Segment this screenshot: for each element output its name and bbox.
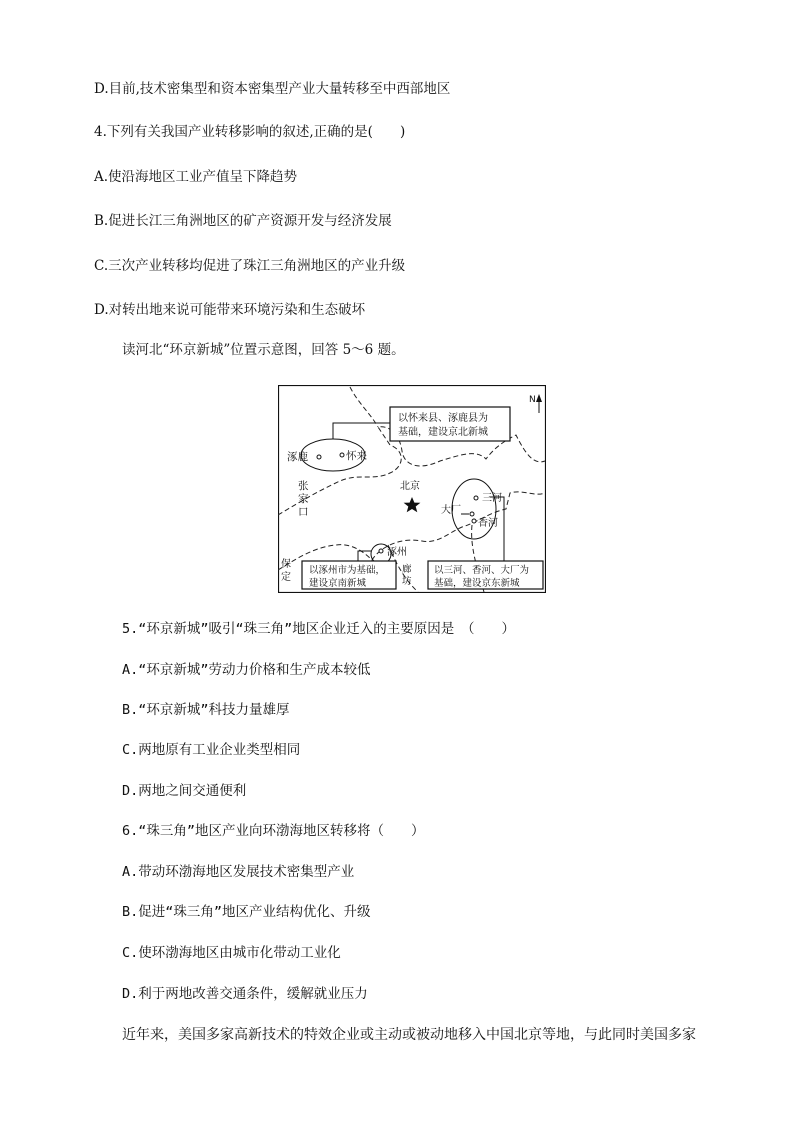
label-sanhe: 三河 [482,493,502,504]
q6-option-c: C.使环渤海地区由城市化带动工业化 [122,945,341,961]
label-zhangjiakou-2: 家 [298,493,309,505]
label-zhuozhou: 涿州 [387,547,407,558]
q4-stem: 4.下列有关我国产业转移影响的叙述,正确的是( ) [94,124,406,140]
huanjing-new-city-map [278,385,546,593]
box-jingdong-line2: 基础，建设京东新城 [434,578,520,589]
dot-sanhe [474,496,478,500]
box-jingnan-line2: 建设京南新城 [309,578,367,589]
q4-option-b: B.促进长江三角洲地区的矿产资源开发与经济发展 [94,213,392,229]
label-langfang-1: 廊 [402,564,412,575]
box-jingnan-line1: 以涿州市为基础， [309,565,386,576]
dot-huailai [340,453,344,457]
passage-tail: 近年来，美国多家高新技术的特效企业或主动或被动地移入中国北京等地，与此同时美国多家 [122,1027,696,1043]
box-jingbei-line2: 基础，建设京北新城 [398,427,488,438]
label-beijing: 北京 [400,481,420,492]
q6-option-a: A.带动环渤海地区发展技术密集型产业 [122,864,355,880]
q4-option-a: A.使沿海地区工业产值呈下降趋势 [94,169,298,185]
dot-zhuolu [317,455,321,459]
label-baoding-1: 保 [281,559,291,570]
q5-stem: 5.“环京新城”吸引“珠三角”地区企业迁入的主要原因是 （ ） [122,621,516,637]
dot-xianghe [472,519,476,523]
q3-option-d: D.目前,技术密集型和资本密集型产业大量转移至中西部地区 [94,81,451,97]
north-label: N [529,395,536,405]
label-zhuolu: 涿鹿 [287,451,308,463]
q4-option-c: C.三次产业转移均促进了珠江三角洲地区的产业升级 [94,258,406,274]
q6-option-b: B.促进“珠三角”地区产业结构优化、升级 [122,904,371,920]
dot-zhuozhou [379,549,383,553]
q5-option-c: C.两地原有工业企业类型相同 [122,742,301,758]
intro-5-6: 读河北“环京新城”位置示意图，回答 5～6 题。 [122,342,405,358]
label-dachang: 大厂 [441,505,461,516]
box-jingdong-line1: 以三河、香河、大厂为 [434,565,530,576]
q5-option-b: B.“环京新城”科技力量雄厚 [122,702,290,718]
label-xianghe: 香河 [478,518,498,529]
q6-stem: 6.“珠三角”地区产业向环渤海地区转移将（ ） [122,823,425,839]
q6-option-d: D.利于两地改善交通条件，缓解就业压力 [122,986,368,1002]
label-zhangjiakou-1: 张 [298,480,309,492]
label-baoding-2: 定 [281,572,291,583]
label-zhangjiakou-3: 口 [298,506,309,518]
box-jingbei-line1: 以怀来县、涿鹿县为 [398,413,488,424]
q4-option-d: D.对转出地来说可能带来环境污染和生态破坏 [94,302,366,318]
label-huailai: 怀来 [346,450,367,462]
label-langfang-2: 坊 [402,576,412,587]
dot-dachang [470,512,474,516]
map-svg [278,385,546,593]
q5-option-d: D.两地之间交通便利 [122,783,247,799]
q5-option-a: A.“环京新城”劳动力价格和生产成本较低 [122,662,371,678]
